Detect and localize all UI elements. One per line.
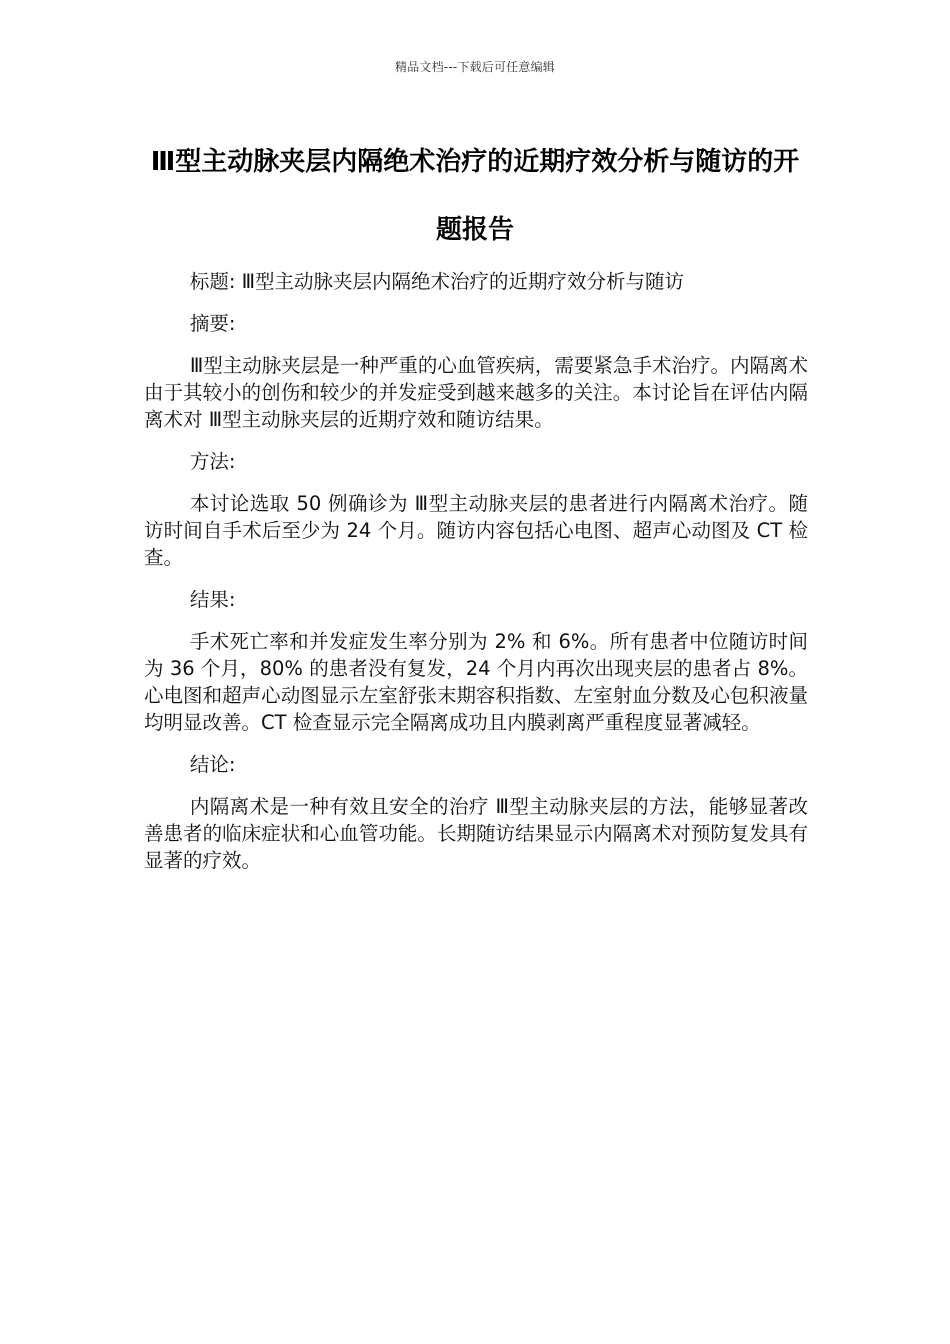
conclusion-text: 内隔离术是一种有效且安全的治疗 Ⅲ型主动脉夹层的方法，能够显著改善患者的临床症状和心血管功能。长期随访结果显示内隔离术对预防复发具有显著的疗效。 xyxy=(144,795,808,872)
abstract-label: 摘要: xyxy=(189,312,236,335)
header-note: 精品文档---下载后可任意编辑 xyxy=(395,60,555,74)
results-label: 结果: xyxy=(189,588,236,611)
title-line: 标题: Ⅲ型主动脉夹层内隔绝术治疗的近期疗效分析与随访 xyxy=(189,270,685,293)
methods-label: 方法: xyxy=(189,450,236,473)
document-body xyxy=(144,268,808,889)
results-text: 手术死亡率和并发症发生率分别为 2% 和 6%。所有患者中位随访时间为 36 个月，80% 的患者没有复发，24 个月内再次出现夹层的患者占 8%。心电图和超声心动图显示左室舒张末期容积指数、左室射血分数及心包积液量均明显改善。CT 检查显示完全隔离成功且内膜剥离严重程度显著减轻。 xyxy=(144,630,808,734)
document-title: Ⅲ型主动脉夹层内隔绝术治疗的近期疗效分析与随访的开题报告 xyxy=(150,147,800,245)
conclusion-label: 结论: xyxy=(189,753,236,776)
methods-text: 本讨论选取 50 例确诊为 Ⅲ型主动脉夹层的患者进行内隔离术治疗。随访时间自手术后至少为 24 个月。随访内容包括心电图、超声心动图及 CT 检查。 xyxy=(144,492,808,569)
abstract-text: Ⅲ型主动脉夹层是一种严重的心血管疾病，需要紧急手术治疗。内隔离术由于其较小的创伤和较少的并发症受到越来越多的关注。本讨论旨在评估内隔离术对 Ⅲ型主动脉夹层的近期疗效和随访结果。 xyxy=(144,354,808,431)
